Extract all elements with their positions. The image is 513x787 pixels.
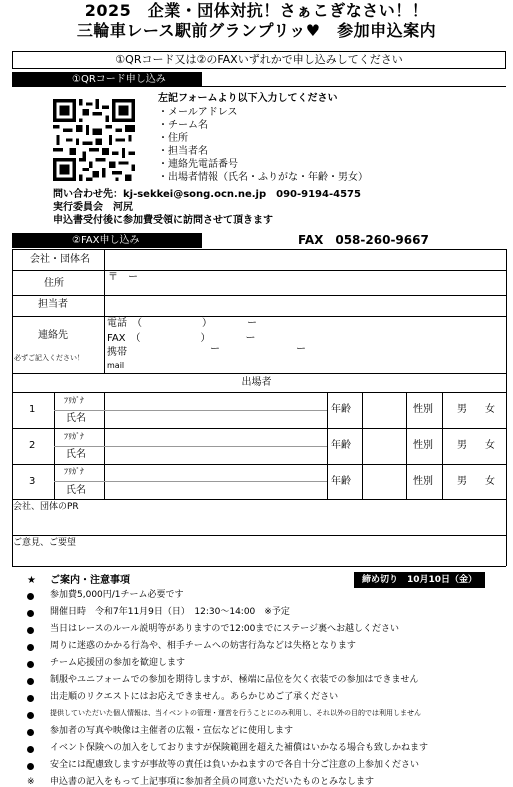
row-divider	[12, 428, 506, 429]
sub-divider	[54, 410, 327, 411]
form-left-border	[12, 249, 13, 566]
note-item: チーム応援団の参加を歓迎します	[50, 658, 186, 668]
col-divider	[327, 392, 328, 499]
row-divider	[12, 535, 506, 536]
age-label: 年齢	[331, 404, 351, 415]
row-divider	[12, 295, 506, 296]
row-divider	[12, 499, 506, 500]
male-option[interactable]: 男	[457, 404, 467, 415]
mobile-label: 携帯	[107, 347, 127, 358]
bullet-icon	[27, 593, 34, 600]
bullet-icon	[27, 763, 34, 770]
qr-item: ・出場者情報（氏名・ふりがな・年齢・男女）	[158, 172, 368, 183]
note-item: 提供していただいた個人情報は、当イベントの管理・運営を行うことにのみ利用し、それ以外の目的では利用しません	[50, 709, 421, 717]
note-item: 開催日時 令和7年11月9日（日） 12:30～14:00 ※予定	[50, 607, 290, 617]
form-right-border	[506, 249, 507, 566]
pr-label: 会社、団体のPR	[13, 502, 79, 512]
note-item: 制服やユニフォームでの参加を期待しますが、極端に品位を欠く衣装での参加はできません	[50, 675, 419, 685]
postal-mark: 〒 ー	[108, 272, 138, 283]
name-label: 氏名	[66, 485, 86, 496]
note-item: 周りに迷惑のかかる行為や、相手チームへの妨害行為などは失格となります	[50, 641, 356, 651]
female-option[interactable]: 女	[485, 404, 495, 415]
name-label: 氏名	[66, 449, 86, 460]
qr-item: ・連絡先電話番号	[158, 159, 238, 170]
opinion-field[interactable]	[14, 550, 504, 564]
page-title-line2: 三輪車レース駅前グランプリッ♥ 参加申込案内	[76, 21, 437, 40]
sub-divider	[54, 481, 327, 482]
bullet-icon	[27, 661, 34, 668]
bullet-icon	[27, 695, 34, 702]
qr-item: ・住所	[158, 133, 188, 144]
person-field[interactable]	[106, 297, 504, 315]
bullet-icon	[27, 610, 34, 617]
participants-header: 出場者	[241, 377, 272, 388]
furigana-label: ﾌﾘｶﾞﾅ	[64, 432, 84, 441]
mail-label: mail	[107, 361, 125, 370]
note-mark: ※	[27, 777, 35, 787]
label-column-divider	[104, 249, 105, 373]
bullet-icon	[27, 644, 34, 651]
qr-section-bar: ①QRコード申し込み	[12, 72, 202, 87]
qr-code-image[interactable]	[53, 99, 135, 181]
note-item: 当日はレースのルール説明等がありますので12:00までにステージ裏へお越しください	[50, 624, 399, 634]
mobile-dash: ー	[296, 344, 306, 355]
sex-label: 性別	[413, 476, 433, 487]
fax-number: FAX 058-260-9667	[298, 233, 429, 247]
note-item: イベント保険への加入をしておりますが保険範囲を超えた補償はいかなる場合も致しかねます	[50, 743, 429, 753]
row-divider	[12, 270, 506, 271]
note-item: 参加費5,000円/1チーム必要です	[50, 590, 184, 600]
qr-item: ・メールアドレス	[158, 107, 238, 118]
bullet-icon	[27, 746, 34, 753]
note-item: 安全には配慮致しますが事故等の責任は負いかねますので各自十分ご注意の上参加ください	[50, 760, 420, 770]
row-divider	[12, 392, 506, 393]
phone-field[interactable]: 電話 （ ） ー	[107, 318, 257, 329]
fax-section-bar: ②FAX申し込み	[12, 233, 202, 248]
form-bottom-border	[12, 566, 506, 567]
col-divider	[406, 392, 407, 499]
bullet-icon	[27, 627, 34, 634]
committee-name: 実行委員会 河尻	[53, 202, 133, 213]
opinion-label: ご意見、ご要望	[13, 538, 77, 548]
furigana-label: ﾌﾘｶﾞﾅ	[64, 396, 84, 405]
note-item: 出走順のリクエストにはお応えできません。あらかじめご了承ください	[50, 692, 339, 702]
contact-label: 連絡先	[38, 330, 68, 341]
age-label: 年齢	[331, 476, 351, 487]
note-item: 参加者の写真や映像は主催者の広報・宣伝などに使用します	[50, 726, 294, 736]
notes-heading: ご案内・注意事項	[50, 575, 130, 586]
participant-no: 2	[29, 440, 36, 451]
participant-no: 1	[29, 404, 36, 415]
divider	[12, 86, 506, 87]
required-note: 必ずご記入ください！	[14, 354, 84, 362]
col-divider	[362, 392, 363, 499]
row-divider	[12, 373, 506, 374]
visit-note: 申込書受付後に参加費受領に訪問させて頂きます	[53, 215, 273, 226]
name-label: 氏名	[66, 413, 86, 424]
row-divider	[12, 464, 506, 465]
company-field[interactable]	[106, 251, 504, 269]
page-title-line1: 2025 企業・団体対抗！さぁこぎなさい！！	[84, 1, 429, 20]
sex-label: 性別	[413, 440, 433, 451]
star-mark: ★	[27, 575, 36, 586]
instruction-banner: ①QRコード又は②のFAXいずれかで申し込みしてください	[12, 51, 506, 69]
col-divider	[442, 392, 443, 499]
form-top-border	[12, 249, 506, 250]
bullet-icon	[27, 712, 34, 719]
deadline-badge: 締め切り 10月10日（金）	[354, 572, 485, 588]
age-label: 年齢	[331, 440, 351, 451]
pr-field[interactable]	[14, 515, 504, 533]
final-note: 申込書の記入をもって上記事項に参加者全員の同意いただいたものとみなします	[50, 777, 375, 787]
mobile-dash: ー	[210, 344, 220, 355]
qr-intro: 左記フォームより以下入力してください	[158, 93, 338, 104]
bullet-icon	[27, 678, 34, 685]
row-divider	[12, 316, 506, 317]
address-label: 住所	[44, 278, 64, 289]
company-label: 会社・団体名	[30, 254, 90, 265]
participant-no: 3	[29, 476, 36, 487]
female-option[interactable]: 女	[485, 440, 495, 451]
address-field[interactable]	[106, 272, 504, 294]
furigana-label: ﾌﾘｶﾞﾅ	[64, 467, 84, 476]
person-label: 担当者	[38, 299, 68, 310]
sub-divider	[54, 446, 327, 447]
sex-label: 性別	[413, 404, 433, 415]
fax-field[interactable]: FAX （ ） ー	[107, 333, 256, 344]
qr-item: ・担当者名	[158, 146, 208, 157]
male-option[interactable]: 男	[457, 476, 467, 487]
bullet-icon	[27, 729, 34, 736]
female-option[interactable]: 女	[485, 476, 495, 487]
contact-line: 問い合わせ先：kj-sekkei@song.ocn.ne.jp 090-9194-4575	[53, 189, 361, 200]
male-option[interactable]: 男	[457, 440, 467, 451]
qr-item: ・チーム名	[158, 120, 208, 131]
